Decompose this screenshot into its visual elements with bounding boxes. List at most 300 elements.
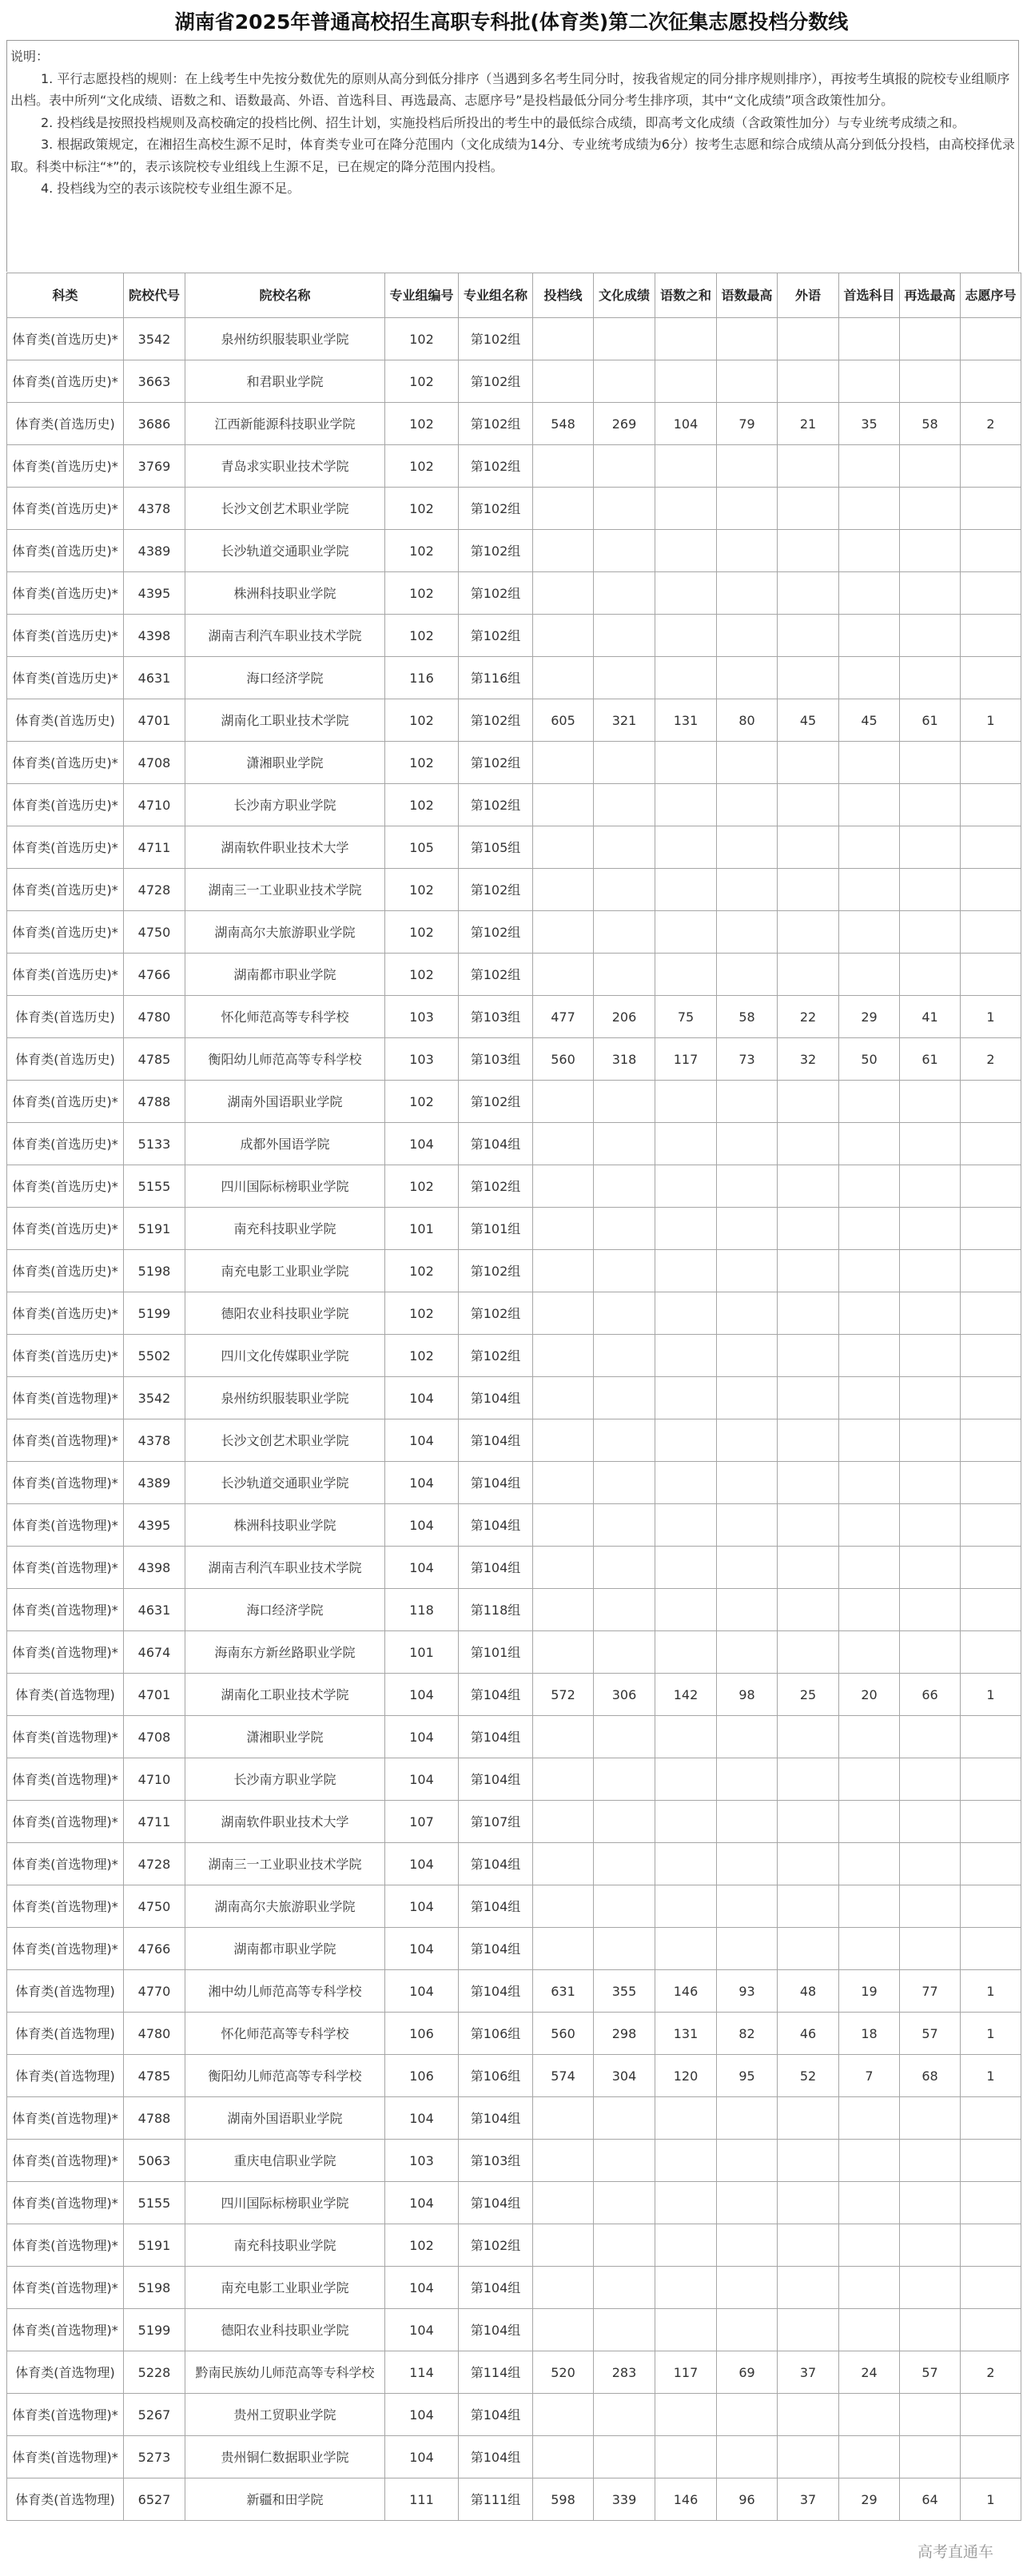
cell-preference-order: 1 xyxy=(961,2478,1021,2521)
cell-preference-order xyxy=(961,911,1021,954)
cell-group-name: 第104组 xyxy=(459,1419,533,1462)
cell-second-subject-max xyxy=(900,869,961,911)
cell-cutoff-score xyxy=(533,954,594,996)
table-row xyxy=(7,1928,1021,1970)
cell-cutoff-score: 477 xyxy=(533,996,594,1038)
table-row xyxy=(7,445,1021,488)
table-row xyxy=(7,784,1021,826)
header-school-name: 院校名称 xyxy=(185,273,385,318)
note-item-3: 3. 根据政策规定，在湘招生高校生源不足时，体育类专业可在降分范围内（文化成绩为14分、专业统考成绩为6分）按考生志愿和综合成绩从高分到低分投档，由高校择优录取。科类中标注“*”的，表示该院校专业组线上生源不足，已在规定的降分范围内投档。 xyxy=(10,137,1015,174)
cell-group-number: 102 xyxy=(385,615,459,657)
cell-school-name: 湖南高尔夫旅游职业学院 xyxy=(185,911,385,954)
cell-chinese-math-max: 73 xyxy=(717,1038,778,1081)
cell-chinese-math-sum xyxy=(655,360,717,403)
header-foreign-language: 外语 xyxy=(778,273,839,318)
cell-group-number: 103 xyxy=(385,996,459,1038)
cell-school-code: 4780 xyxy=(124,996,185,1038)
cell-school-name: 潇湘职业学院 xyxy=(185,1716,385,1758)
cell-cutoff-score xyxy=(533,2394,594,2436)
cell-school-name: 衡阳幼儿师范高等专科学校 xyxy=(185,1038,385,1081)
cell-preference-order xyxy=(961,2140,1021,2182)
cell-category: 体育类(首选历史)* xyxy=(7,1208,124,1250)
cell-chinese-math-sum xyxy=(655,2097,717,2140)
cell-foreign-language xyxy=(778,1377,839,1419)
table-row xyxy=(7,488,1021,530)
cell-cutoff-score: 560 xyxy=(533,1038,594,1081)
header-chinese-math-sum: 语数之和 xyxy=(655,273,717,318)
cell-chinese-math-max xyxy=(717,1250,778,1292)
cell-group-name: 第116组 xyxy=(459,657,533,699)
cell-second-subject-max xyxy=(900,784,961,826)
cell-cutoff-score: 572 xyxy=(533,1674,594,1716)
cell-first-subject xyxy=(839,2182,900,2224)
cell-culture-score xyxy=(594,2267,655,2309)
table-row xyxy=(7,2140,1021,2182)
cell-cutoff-score xyxy=(533,1547,594,1589)
cell-second-subject-max xyxy=(900,1377,961,1419)
cell-first-subject xyxy=(839,2097,900,2140)
cell-second-subject-max xyxy=(900,1208,961,1250)
cell-category: 体育类(首选物理)* xyxy=(7,1462,124,1504)
cell-group-name: 第104组 xyxy=(459,2182,533,2224)
cell-category: 体育类(首选物理)* xyxy=(7,2097,124,2140)
cell-second-subject-max xyxy=(900,360,961,403)
cell-group-name: 第102组 xyxy=(459,1292,533,1335)
cell-group-number: 102 xyxy=(385,2224,459,2267)
cell-group-name: 第104组 xyxy=(459,1674,533,1716)
cell-first-subject xyxy=(839,1081,900,1123)
table-row xyxy=(7,657,1021,699)
cell-cutoff-score xyxy=(533,2267,594,2309)
cell-foreign-language xyxy=(778,530,839,572)
cell-cutoff-score xyxy=(533,1335,594,1377)
table-row xyxy=(7,1716,1021,1758)
cell-category: 体育类(首选物理)* xyxy=(7,2182,124,2224)
cell-school-code: 4785 xyxy=(124,1038,185,1081)
cell-culture-score xyxy=(594,784,655,826)
cell-second-subject-max xyxy=(900,657,961,699)
cell-cutoff-score xyxy=(533,318,594,360)
cell-school-name: 海口经济学院 xyxy=(185,657,385,699)
cell-school-code: 4674 xyxy=(124,1631,185,1674)
cell-school-name: 湖南吉利汽车职业技术学院 xyxy=(185,615,385,657)
cell-chinese-math-max xyxy=(717,1123,778,1165)
cell-school-code: 4708 xyxy=(124,1716,185,1758)
cell-school-name: 四川国际标榜职业学院 xyxy=(185,2182,385,2224)
cell-chinese-math-max xyxy=(717,488,778,530)
cell-culture-score xyxy=(594,1504,655,1547)
cell-school-name: 湖南三一工业职业技术学院 xyxy=(185,1843,385,1885)
cell-cutoff-score xyxy=(533,1377,594,1419)
cell-culture-score xyxy=(594,2436,655,2478)
cell-school-name: 长沙文创艺术职业学院 xyxy=(185,1419,385,1462)
cell-preference-order: 1 xyxy=(961,2055,1021,2097)
cell-group-number: 111 xyxy=(385,2478,459,2521)
cell-first-subject xyxy=(839,1631,900,1674)
cell-category: 体育类(首选历史)* xyxy=(7,360,124,403)
notes-heading: 说明： xyxy=(10,49,50,64)
cell-foreign-language xyxy=(778,1716,839,1758)
cell-school-code: 5199 xyxy=(124,1292,185,1335)
cell-school-code: 4631 xyxy=(124,1589,185,1631)
cell-first-subject xyxy=(839,1165,900,1208)
cell-school-code: 3542 xyxy=(124,1377,185,1419)
cell-second-subject-max xyxy=(900,1504,961,1547)
cell-foreign-language xyxy=(778,1462,839,1504)
cell-chinese-math-max: 98 xyxy=(717,1674,778,1716)
cell-chinese-math-max xyxy=(717,2394,778,2436)
watermark: 高考直通车 xyxy=(918,2543,994,2561)
cell-culture-score xyxy=(594,2140,655,2182)
cell-school-name: 泉州纺织服装职业学院 xyxy=(185,318,385,360)
cell-cutoff-score xyxy=(533,911,594,954)
cell-group-number: 104 xyxy=(385,1674,459,1716)
cell-group-number: 101 xyxy=(385,1208,459,1250)
cell-school-code: 5155 xyxy=(124,1165,185,1208)
cell-culture-score xyxy=(594,657,655,699)
cell-category: 体育类(首选历史) xyxy=(7,996,124,1038)
header-culture-score: 文化成绩 xyxy=(594,273,655,318)
table-row xyxy=(7,742,1021,784)
cell-second-subject-max: 57 xyxy=(900,2351,961,2394)
cell-preference-order xyxy=(961,2267,1021,2309)
cell-school-code: 4398 xyxy=(124,615,185,657)
table-row xyxy=(7,996,1021,1038)
cell-first-subject xyxy=(839,2267,900,2309)
cell-category: 体育类(首选物理) xyxy=(7,2055,124,2097)
cell-group-number: 102 xyxy=(385,488,459,530)
cell-school-code: 4711 xyxy=(124,826,185,869)
cell-first-subject xyxy=(839,1419,900,1462)
cell-culture-score xyxy=(594,1081,655,1123)
cell-foreign-language xyxy=(778,1589,839,1631)
table-row xyxy=(7,2267,1021,2309)
cell-chinese-math-max: 80 xyxy=(717,699,778,742)
cell-culture-score: 304 xyxy=(594,2055,655,2097)
cell-cutoff-score xyxy=(533,1504,594,1547)
cell-preference-order: 1 xyxy=(961,996,1021,1038)
cell-group-name: 第102组 xyxy=(459,403,533,445)
cell-cutoff-score xyxy=(533,530,594,572)
cell-school-name: 海南东方新丝路职业学院 xyxy=(185,1631,385,1674)
cell-first-subject xyxy=(839,1250,900,1292)
table-row xyxy=(7,1038,1021,1081)
cell-preference-order xyxy=(961,1801,1021,1843)
cell-foreign-language xyxy=(778,1123,839,1165)
cell-category: 体育类(首选物理)* xyxy=(7,1631,124,1674)
cell-chinese-math-max xyxy=(717,572,778,615)
cell-foreign-language xyxy=(778,488,839,530)
cell-school-name: 德阳农业科技职业学院 xyxy=(185,2309,385,2351)
cell-chinese-math-max xyxy=(717,1419,778,1462)
cell-chinese-math-sum xyxy=(655,1589,717,1631)
cell-preference-order xyxy=(961,615,1021,657)
cell-preference-order xyxy=(961,1250,1021,1292)
table-row xyxy=(7,911,1021,954)
table-row xyxy=(7,2394,1021,2436)
cell-school-name: 湖南软件职业技术大学 xyxy=(185,1801,385,1843)
table-row xyxy=(7,1589,1021,1631)
cell-chinese-math-max xyxy=(717,318,778,360)
cell-cutoff-score xyxy=(533,1843,594,1885)
cell-preference-order xyxy=(961,1928,1021,1970)
cell-chinese-math-max: 79 xyxy=(717,403,778,445)
cell-cutoff-score xyxy=(533,657,594,699)
cell-group-name: 第105组 xyxy=(459,826,533,869)
cell-foreign-language xyxy=(778,1801,839,1843)
cell-preference-order xyxy=(961,869,1021,911)
cell-category: 体育类(首选历史) xyxy=(7,403,124,445)
cell-second-subject-max xyxy=(900,318,961,360)
cell-chinese-math-sum xyxy=(655,742,717,784)
cell-group-number: 102 xyxy=(385,954,459,996)
cell-chinese-math-max xyxy=(717,1462,778,1504)
cell-school-code: 4378 xyxy=(124,1419,185,1462)
cell-chinese-math-sum: 142 xyxy=(655,1674,717,1716)
cell-group-name: 第104组 xyxy=(459,1504,533,1547)
cell-culture-score: 283 xyxy=(594,2351,655,2394)
table-row xyxy=(7,1801,1021,1843)
cell-foreign-language xyxy=(778,1335,839,1377)
cell-category: 体育类(首选物理)* xyxy=(7,1758,124,1801)
cell-school-code: 5063 xyxy=(124,2140,185,2182)
cell-chinese-math-sum: 131 xyxy=(655,699,717,742)
cell-school-code: 3769 xyxy=(124,445,185,488)
cell-group-number: 104 xyxy=(385,1377,459,1419)
note-item-2: 2. 投档线是按照投档规则及高校确定的投档比例、招生计划，实施投档后所投出的考生中的最低综合成绩，即高考文化成绩（含政策性加分）与专业统考成绩之和。 xyxy=(41,114,965,130)
cell-school-code: 4398 xyxy=(124,1547,185,1589)
cell-culture-score xyxy=(594,1716,655,1758)
cell-group-name: 第101组 xyxy=(459,1208,533,1250)
cell-foreign-language: 37 xyxy=(778,2478,839,2521)
cell-school-code: 5502 xyxy=(124,1335,185,1377)
cell-second-subject-max xyxy=(900,1419,961,1462)
cell-chinese-math-sum: 146 xyxy=(655,1970,717,2013)
cell-preference-order xyxy=(961,2224,1021,2267)
cell-category: 体育类(首选历史)* xyxy=(7,615,124,657)
cell-foreign-language xyxy=(778,1504,839,1547)
cell-preference-order xyxy=(961,1631,1021,1674)
cell-group-number: 102 xyxy=(385,445,459,488)
cell-preference-order xyxy=(961,1081,1021,1123)
cell-chinese-math-sum xyxy=(655,1462,717,1504)
cell-category: 体育类(首选历史)* xyxy=(7,572,124,615)
cell-category: 体育类(首选物理) xyxy=(7,2013,124,2055)
cell-group-number: 104 xyxy=(385,1928,459,1970)
table-row xyxy=(7,2436,1021,2478)
cell-first-subject: 29 xyxy=(839,2478,900,2521)
cell-first-subject xyxy=(839,826,900,869)
cell-chinese-math-sum xyxy=(655,1801,717,1843)
cell-chinese-math-max xyxy=(717,1758,778,1801)
cell-chinese-math-sum xyxy=(655,1928,717,1970)
cell-culture-score xyxy=(594,1885,655,1928)
cell-preference-order: 2 xyxy=(961,2351,1021,2394)
cell-culture-score xyxy=(594,1801,655,1843)
cell-school-name: 德阳农业科技职业学院 xyxy=(185,1292,385,1335)
cell-group-name: 第104组 xyxy=(459,2267,533,2309)
table-row xyxy=(7,1165,1021,1208)
cell-first-subject xyxy=(839,1123,900,1165)
cell-culture-score xyxy=(594,360,655,403)
cell-group-number: 106 xyxy=(385,2055,459,2097)
cell-group-number: 102 xyxy=(385,699,459,742)
cell-group-number: 102 xyxy=(385,869,459,911)
cell-group-name: 第106组 xyxy=(459,2055,533,2097)
cell-chinese-math-max xyxy=(717,911,778,954)
cell-category: 体育类(首选物理) xyxy=(7,1674,124,1716)
cell-preference-order: 2 xyxy=(961,1038,1021,1081)
cell-preference-order: 1 xyxy=(961,2013,1021,2055)
cell-category: 体育类(首选历史)* xyxy=(7,784,124,826)
cell-category: 体育类(首选物理)* xyxy=(7,1801,124,1843)
cell-school-name: 南充科技职业学院 xyxy=(185,2224,385,2267)
cell-chinese-math-sum: 75 xyxy=(655,996,717,1038)
cell-chinese-math-max xyxy=(717,1843,778,1885)
cell-school-name: 青岛求实职业技术学院 xyxy=(185,445,385,488)
cell-school-code: 4780 xyxy=(124,2013,185,2055)
cell-cutoff-score xyxy=(533,742,594,784)
cell-group-name: 第104组 xyxy=(459,2436,533,2478)
cell-chinese-math-max xyxy=(717,1335,778,1377)
cell-cutoff-score xyxy=(533,1250,594,1292)
cell-second-subject-max xyxy=(900,1123,961,1165)
cell-school-code: 5155 xyxy=(124,2182,185,2224)
cell-culture-score xyxy=(594,2097,655,2140)
cell-cutoff-score: 574 xyxy=(533,2055,594,2097)
cell-group-name: 第102组 xyxy=(459,572,533,615)
cell-first-subject xyxy=(839,1801,900,1843)
cell-foreign-language xyxy=(778,1843,839,1885)
table-row xyxy=(7,1208,1021,1250)
cell-chinese-math-max xyxy=(717,2097,778,2140)
cell-culture-score xyxy=(594,742,655,784)
cell-cutoff-score: 605 xyxy=(533,699,594,742)
cell-chinese-math-max xyxy=(717,1801,778,1843)
cell-chinese-math-max xyxy=(717,2436,778,2478)
page-title: 湖南省2025年普通高校招生高职专科批(体育类)第二次征集志愿投档分数线 xyxy=(174,10,849,34)
table-row xyxy=(7,615,1021,657)
cell-chinese-math-max xyxy=(717,869,778,911)
cell-chinese-math-max xyxy=(717,954,778,996)
cell-culture-score: 206 xyxy=(594,996,655,1038)
cell-cutoff-score: 560 xyxy=(533,2013,594,2055)
cell-first-subject xyxy=(839,2394,900,2436)
cell-second-subject-max xyxy=(900,1335,961,1377)
cell-school-name: 长沙轨道交通职业学院 xyxy=(185,530,385,572)
cell-group-number: 104 xyxy=(385,2394,459,2436)
cell-first-subject xyxy=(839,1335,900,1377)
cell-chinese-math-max: 95 xyxy=(717,2055,778,2097)
cell-group-name: 第106组 xyxy=(459,2013,533,2055)
cell-chinese-math-sum xyxy=(655,826,717,869)
cell-chinese-math-max xyxy=(717,2182,778,2224)
cell-culture-score: 298 xyxy=(594,2013,655,2055)
cell-school-code: 5191 xyxy=(124,2224,185,2267)
cell-category: 体育类(首选物理)* xyxy=(7,1547,124,1589)
cell-category: 体育类(首选历史)* xyxy=(7,954,124,996)
cell-culture-score xyxy=(594,2182,655,2224)
cell-chinese-math-sum: 146 xyxy=(655,2478,717,2521)
cell-group-name: 第103组 xyxy=(459,996,533,1038)
cell-culture-score xyxy=(594,1377,655,1419)
cell-preference-order xyxy=(961,1547,1021,1589)
cell-first-subject xyxy=(839,318,900,360)
cell-category: 体育类(首选物理)* xyxy=(7,1885,124,1928)
header-first-subject: 首选科目 xyxy=(839,273,900,318)
cell-group-number: 102 xyxy=(385,530,459,572)
cell-chinese-math-sum xyxy=(655,1843,717,1885)
cell-cutoff-score xyxy=(533,1885,594,1928)
table-row xyxy=(7,1123,1021,1165)
cell-group-name: 第104组 xyxy=(459,1928,533,1970)
table-row xyxy=(7,1504,1021,1547)
cell-chinese-math-max xyxy=(717,2224,778,2267)
table-row xyxy=(7,360,1021,403)
cell-group-number: 114 xyxy=(385,2351,459,2394)
cell-category: 体育类(首选物理)* xyxy=(7,1843,124,1885)
cell-category: 体育类(首选历史)* xyxy=(7,826,124,869)
cell-chinese-math-sum xyxy=(655,1165,717,1208)
cell-foreign-language xyxy=(778,826,839,869)
cell-chinese-math-sum xyxy=(655,1885,717,1928)
cell-first-subject xyxy=(839,1589,900,1631)
cell-cutoff-score xyxy=(533,2224,594,2267)
cell-cutoff-score xyxy=(533,1928,594,1970)
cell-group-name: 第103组 xyxy=(459,2140,533,2182)
cell-group-number: 102 xyxy=(385,403,459,445)
cell-category: 体育类(首选物理)* xyxy=(7,2224,124,2267)
header-category: 科类 xyxy=(7,273,124,318)
cell-school-name: 长沙南方职业学院 xyxy=(185,1758,385,1801)
table-row xyxy=(7,1970,1021,2013)
cell-school-code: 4701 xyxy=(124,699,185,742)
cell-foreign-language xyxy=(778,2182,839,2224)
cell-group-name: 第102组 xyxy=(459,2224,533,2267)
cell-first-subject: 24 xyxy=(839,2351,900,2394)
table-row xyxy=(7,1843,1021,1885)
cell-second-subject-max xyxy=(900,530,961,572)
table-row xyxy=(7,1335,1021,1377)
cell-school-name: 湖南外国语职业学院 xyxy=(185,2097,385,2140)
cell-school-code: 4389 xyxy=(124,1462,185,1504)
cell-chinese-math-sum xyxy=(655,572,717,615)
cell-group-name: 第102组 xyxy=(459,1165,533,1208)
cell-chinese-math-sum xyxy=(655,615,717,657)
cell-chinese-math-max xyxy=(717,784,778,826)
cell-category: 体育类(首选历史)* xyxy=(7,488,124,530)
cell-second-subject-max xyxy=(900,1631,961,1674)
cell-chinese-math-max xyxy=(717,2309,778,2351)
cell-chinese-math-sum xyxy=(655,2140,717,2182)
cell-chinese-math-max xyxy=(717,530,778,572)
cell-foreign-language xyxy=(778,1250,839,1292)
cell-first-subject xyxy=(839,1758,900,1801)
header-group-name: 专业组名称 xyxy=(459,273,533,318)
cell-cutoff-score xyxy=(533,1801,594,1843)
cell-culture-score: 306 xyxy=(594,1674,655,1716)
cell-school-code: 5267 xyxy=(124,2394,185,2436)
cell-group-name: 第104组 xyxy=(459,1758,533,1801)
cell-chinese-math-sum xyxy=(655,1208,717,1250)
cell-group-number: 104 xyxy=(385,1462,459,1504)
cell-school-code: 3663 xyxy=(124,360,185,403)
cell-chinese-math-sum xyxy=(655,911,717,954)
cell-foreign-language: 48 xyxy=(778,1970,839,2013)
cell-school-code: 5273 xyxy=(124,2436,185,2478)
cell-preference-order xyxy=(961,1335,1021,1377)
cell-first-subject xyxy=(839,1928,900,1970)
